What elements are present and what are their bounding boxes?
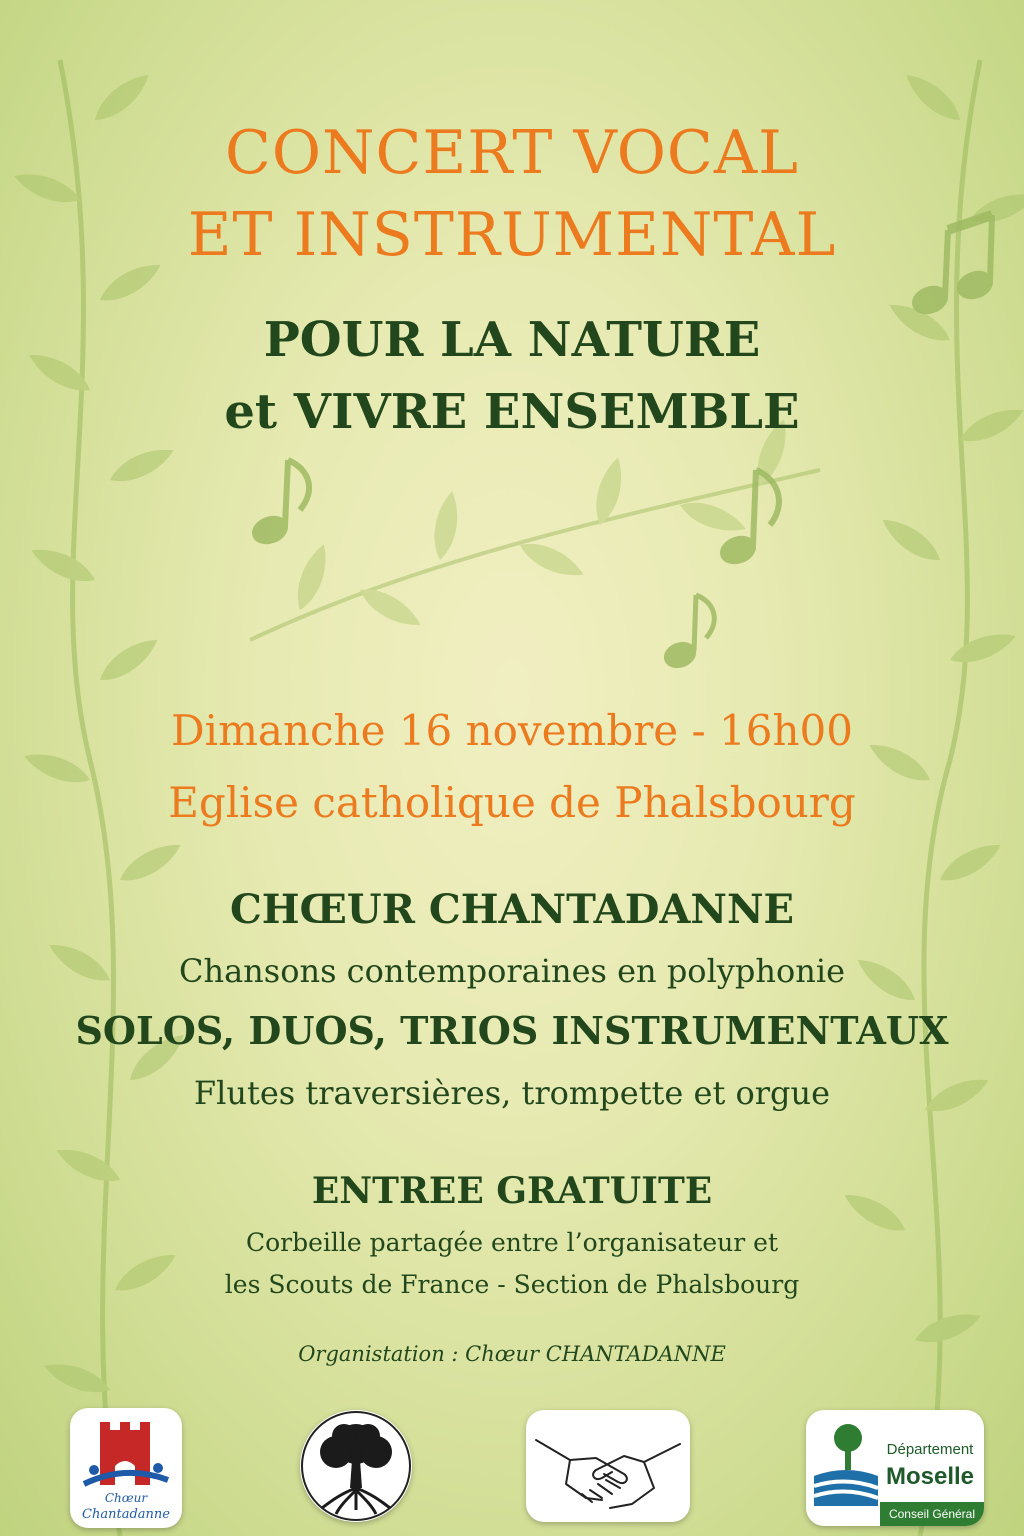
- handshake-logo: [526, 1410, 690, 1522]
- svg-text:Moselle: Moselle: [885, 1463, 975, 1490]
- svg-text:Conseil Général: Conseil Général: [888, 1507, 976, 1521]
- instrumental-title: SOLOS, DUOS, TRIOS INSTRUMENTAUX: [75, 1008, 949, 1053]
- instrumental-description: Flutes traversières, trompette et orgue: [193, 1074, 831, 1112]
- choir-description: Chansons contemporaines en polyphonie: [178, 952, 846, 990]
- chantadanne-logo: [70, 1408, 182, 1528]
- svg-text:Département: Département: [886, 1441, 974, 1458]
- handshake-icon: [526, 1410, 690, 1522]
- castle-icon: [70, 1408, 182, 1528]
- svg-text:Chantadanne: Chantadanne: [82, 1507, 170, 1522]
- tree-logo: [300, 1410, 412, 1522]
- moselle-emblem-icon: [806, 1410, 984, 1526]
- tree-icon: [300, 1410, 412, 1522]
- poster-title-line-2: ET INSTRUMENTAL: [187, 200, 837, 270]
- basket-note-line-2: les Scouts de France - Section de Phalsbourg: [224, 1270, 800, 1299]
- svg-text:Chœur: Chœur: [104, 1491, 148, 1505]
- poster-title-line-1: CONCERT VOCAL: [224, 118, 800, 188]
- basket-note-line-1: Corbeille partagée entre l’organisateur et: [245, 1228, 778, 1257]
- choir-name: CHŒUR CHANTADANNE: [229, 886, 795, 933]
- event-location: Eglise catholique de Phalsbourg: [168, 778, 856, 827]
- free-entry: ENTREE GRATUITE: [311, 1170, 713, 1212]
- poster-subtitle-line-2: et VIVRE ENSEMBLE: [224, 384, 800, 440]
- organisation-credit: Organistation : Chœur CHANTADANNE: [298, 1342, 726, 1366]
- event-date-time: Dimanche 16 novembre - 16h00: [171, 706, 853, 755]
- poster-subtitle-line-1: POUR LA NATURE: [263, 312, 761, 368]
- moselle-logo: [806, 1410, 984, 1526]
